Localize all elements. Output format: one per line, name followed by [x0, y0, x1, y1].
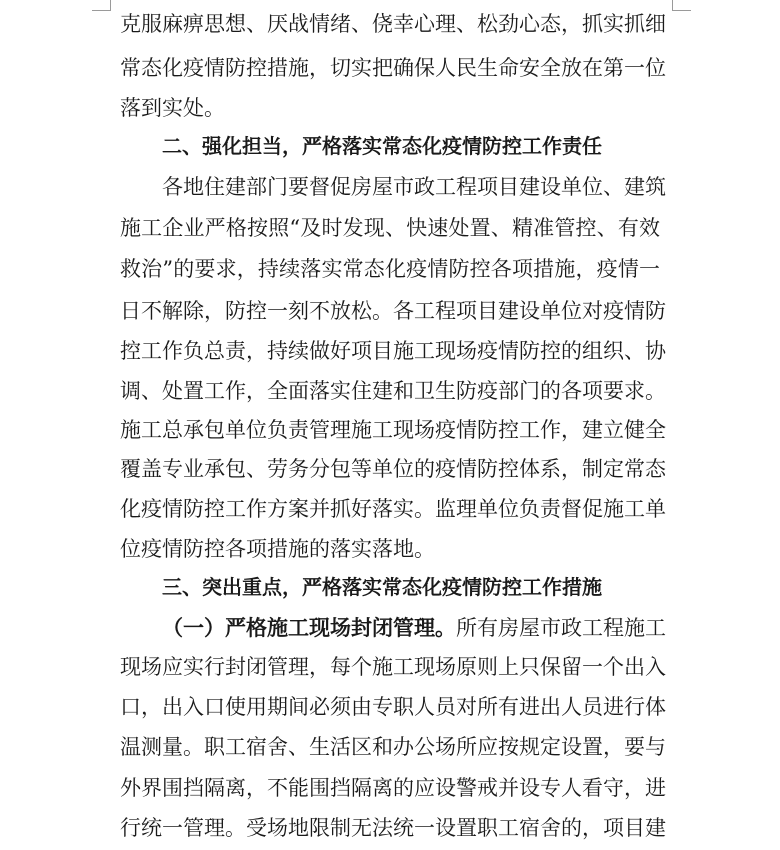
body-line: 口，出入口使用期间必须由专职人员对所有进出人员进行体: [120, 695, 666, 719]
body-line: 行统一管理。受场地限制无法统一设置职工宿舍的，项目建: [120, 816, 666, 840]
body-line: 常态化疫情防控措施，切实把确保人民生命安全放在第一位: [120, 56, 666, 80]
body-line: 外界围挡隔离，不能围挡隔离的应设警戒并设专人看守，进: [120, 776, 666, 800]
body-line: 温测量。职工宿舍、生活区和办公场所应按规定设置，要与: [120, 735, 666, 759]
body-line: 施工企业严格按照“及时发现、快速处置、精准管控、有效: [120, 216, 660, 240]
subsection-line: [162, 606, 666, 650]
page-corner-mark-right: [672, 0, 691, 11]
body-line: 落到实处。: [120, 96, 225, 120]
body-line: 覆盖专业承包、劳务分包等单位的疫情防控体系，制定常态: [120, 457, 666, 481]
body-line: 施工总承包单位负责管理施工现场疫情防控工作，建立健全: [120, 418, 666, 442]
body-line: 克服麻痹思想、厌战情绪、侥幸心理、松劲心态，抓实抓细: [120, 12, 666, 36]
section-heading-2: 二、强化担当，严格落实常态化疫情防控工作责任: [162, 134, 602, 158]
section-heading-3: 三、突出重点，严格落实常态化疫情防控工作措施: [162, 575, 602, 599]
body-line: 各地住建部门要督促房屋市政工程项目建设单位、建筑: [162, 175, 666, 199]
page-corner-mark-left: [92, 0, 111, 11]
body-line: 调、处置工作，全面落实住建和卫生防疫部门的各项要求。: [120, 379, 666, 403]
body-line: 化疫情防控工作方案并抓好落实。监理单位负责督促施工单: [120, 497, 666, 521]
body-line: 救治”的要求，持续落实常态化疫情防控各项措施，疫情一: [120, 257, 660, 281]
subsection-text: 所有房屋市政工程施工: [456, 616, 666, 640]
body-line: 控工作负总责，持续做好项目施工现场疫情防控的组织、协: [120, 339, 666, 363]
body-line: 日不解除，防控一刻不放松。各工程项目建设单位对疫情防: [120, 299, 666, 323]
body-line: 现场应实行封闭管理，每个施工现场原则上只保留一个出入: [120, 655, 666, 679]
subsection-title: （一）严格施工现场封闭管理。: [162, 615, 456, 640]
body-line: 位疫情防控各项措施的落实落地。: [120, 537, 435, 561]
